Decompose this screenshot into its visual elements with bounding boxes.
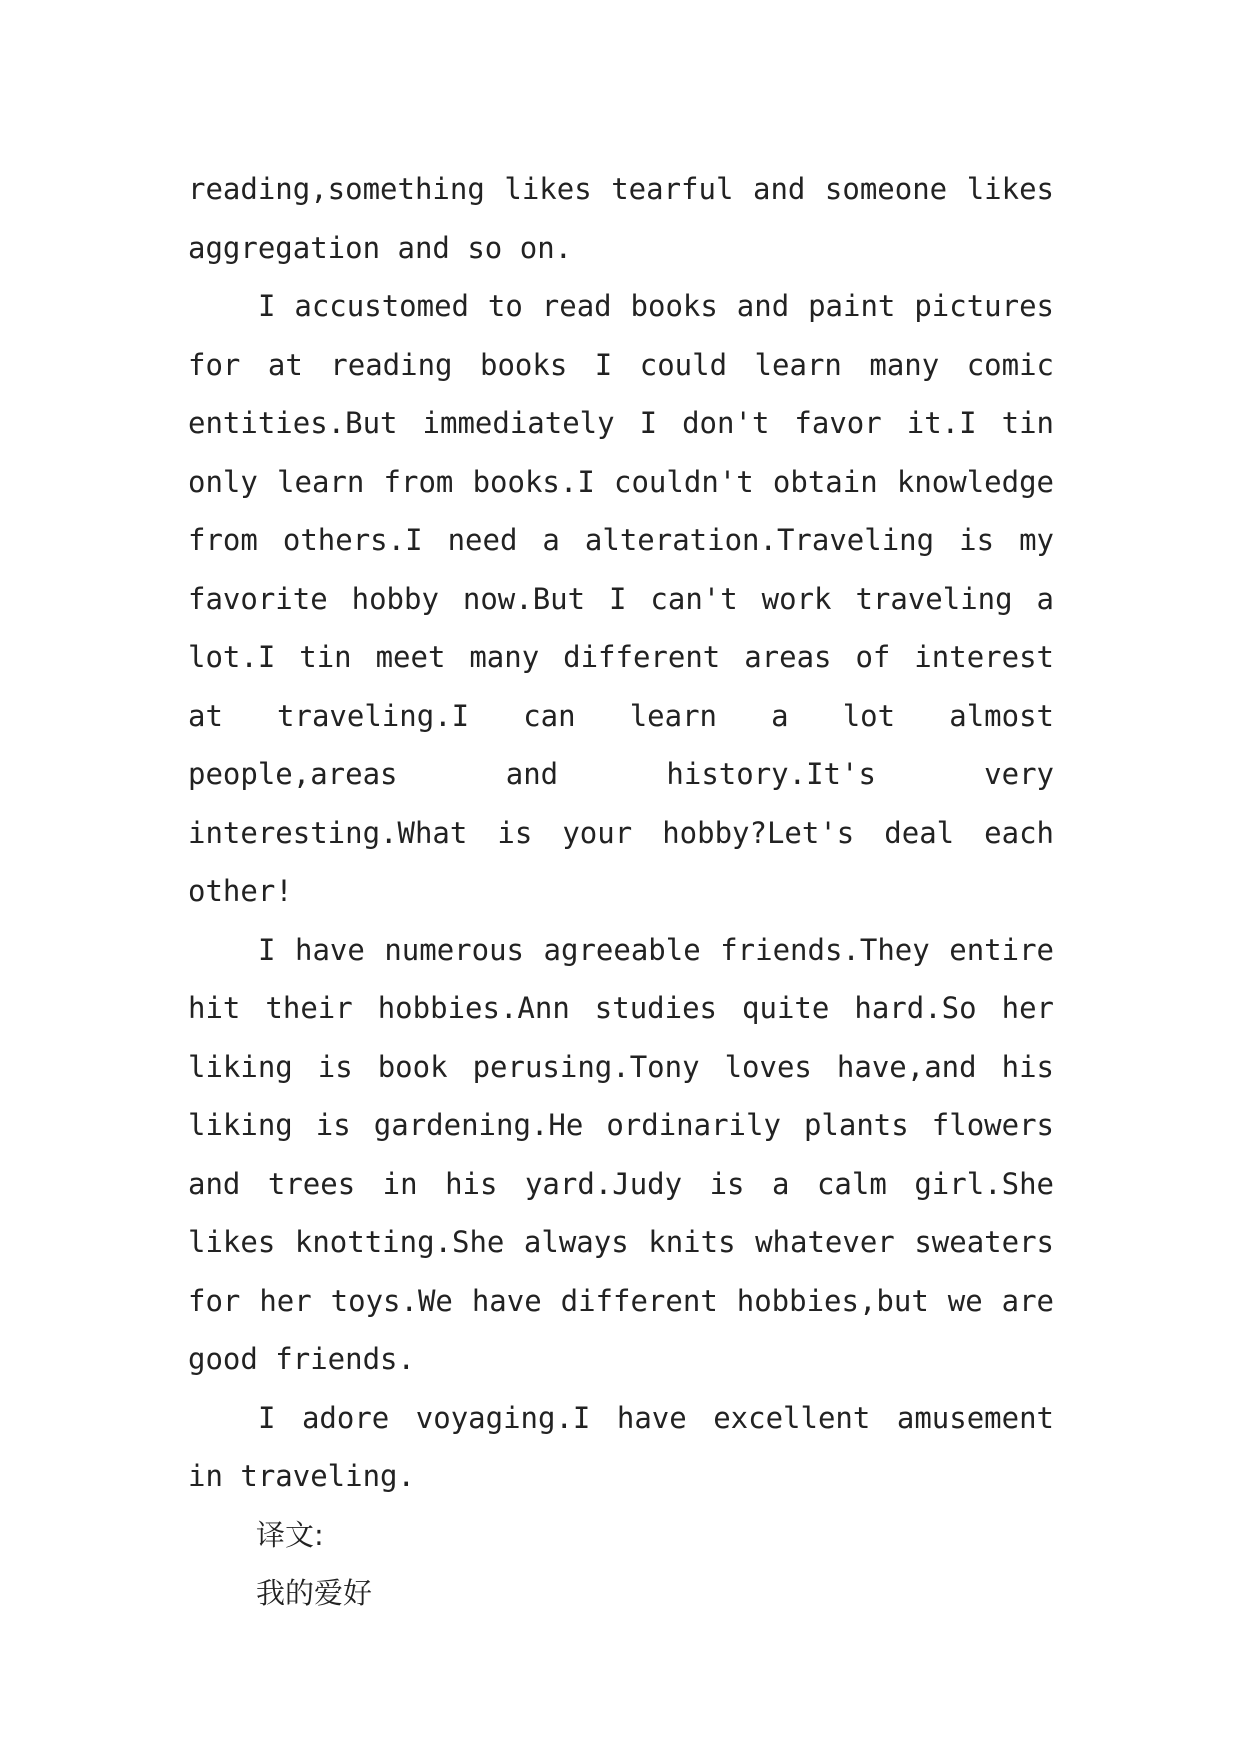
paragraph-continued: reading,something likes tearful and someone likes aggregation and so on.: [188, 172, 1054, 265]
translation-title: 我的爱好: [256, 1576, 373, 1610]
paragraph-reading-and-traveling: I accustomed to read books and paint pictures for at reading books I could learn many comic entities.But immediately I don't favor it.I tin only learn from books.I couldn't obtain knowledge from others.I need a alteration.Traveling is my favorite hobby now.But I can't work traveling a lot.I tin meet many different areas of interest at traveling.I can learn a lot almost people,areas and history.It's very interesting.What is your hobby?Let's deal each other!: [188, 289, 1054, 908]
body-text: [188, 160, 1054, 1623]
paragraph-voyaging: I adore voyaging.I have excellent amusement in traveling.: [188, 1400, 1054, 1493]
translation-label: 译文:: [256, 1517, 324, 1552]
paragraph-friends-hobbies: I have numerous agreeable friends.They entire hit their hobbies.Ann studies quite hard.So her liking is book perusing.Tony loves have,and his liking is gardening.He ordinarily plants flowers and trees in his yard.Judy is a calm girl.She likes knotting.She always knits whatever sweaters for her toys.We have different hobbies,but we are good friends.: [188, 932, 1054, 1376]
